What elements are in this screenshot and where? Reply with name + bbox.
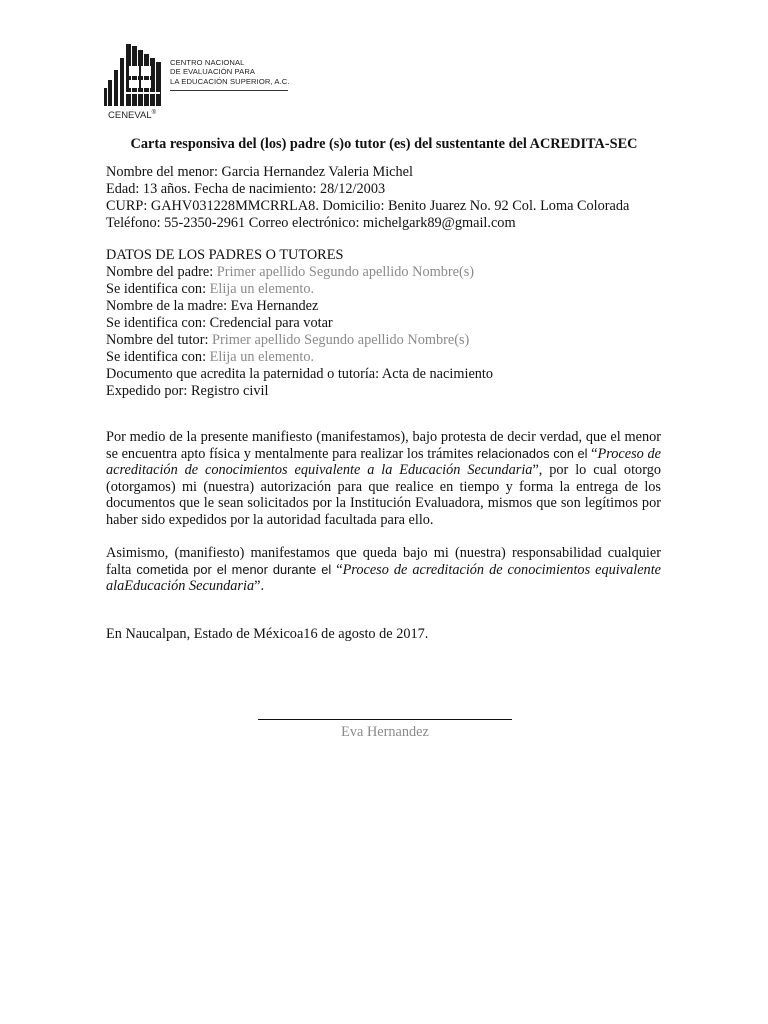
p1-text-b: relacionados con el (477, 445, 588, 461)
issued-field[interactable]: Registro civil (190, 383, 269, 399)
minor-curp: CURP: GAHV031228MMCRRLA8. Domicilio: Benito Juarez No. 92 Col. Loma Colorada (106, 198, 630, 214)
p2-text-a: Asimismo, (manifiesto) manifestamos que queda bajo mi (nuestra) responsabilidad cualquier falta (106, 545, 661, 578)
mother-id-select[interactable]: Credencial para votar (209, 315, 333, 331)
mother-label: Nombre de la madre: (106, 298, 231, 314)
ceneval-logo (104, 44, 304, 124)
org-line: CENTRO NACIONAL (170, 58, 245, 67)
org-name (170, 58, 290, 86)
p2-text-e: ”. (254, 578, 265, 595)
father-field[interactable]: Primer apellido Segundo apellido Nombre(s) (216, 264, 475, 280)
parents-heading: DATOS DE LOS PADRES O TUTORES (106, 247, 344, 263)
place-date: En Naucalpan, Estado de Méxicoa16 de agosto de 2017. (106, 626, 429, 642)
registered-mark: ® (151, 110, 157, 116)
father-label: Nombre del padre: (106, 264, 217, 280)
brand-text: CENEVAL (108, 110, 152, 122)
responsibility-paragraph (106, 545, 661, 595)
tutor-row (106, 332, 666, 349)
brand-wordmark (108, 110, 156, 121)
mother-id-label: Se identifica con: (106, 315, 210, 331)
signature-name[interactable]: Eva Hernandez (341, 724, 429, 740)
tutor-label: Nombre del tutor: (106, 332, 213, 348)
minor-info (106, 164, 666, 232)
document-title: Carta responsiva del (los) padre (s)o tutor (es) del sustentante del ACREDITA-SEC (130, 136, 638, 152)
tutor-field[interactable]: Primer apellido Segundo apellido Nombre(s) (212, 332, 470, 348)
father-row (106, 264, 666, 281)
org-divider (170, 90, 288, 91)
father-id-row (106, 281, 666, 298)
p1-text-e: ”, por lo cual otorgo (otorgamos) mi (nuestra) autorización para que realice en tiempo y forma la entrega de los documentos que le sean solicitados por la Institución Evaluadora, mismos que son legítimos por haber sido expedidos por la autoridad facultada para ello. (106, 462, 661, 528)
p2-process-name: Proceso de acreditación de conocimientos equivalente alaEducación Secundaria (106, 561, 662, 595)
tutor-id-label: Se identifica con: (106, 349, 210, 365)
p1-process-name: Proceso de acreditación de conocimientos equivalente a la Educación Secundaria (106, 445, 662, 479)
minor-name: Nombre del menor: Garcia Hernandez Valeria Michel (106, 164, 413, 180)
p1-text-c: “ (587, 445, 598, 462)
p1-text-a: Por medio de la presente manifiesto (manifestamos), bajo protesta de decir verdad, que el menor se encuentra apto física y mentalmente para realizar los trámites (106, 429, 661, 462)
org-line: DE EVALUACIÓN PARA (170, 67, 256, 77)
p2-text-b: cometida por el menor durante el (136, 561, 332, 577)
ceneval-emblem-icon (104, 44, 164, 110)
document-row (106, 366, 666, 383)
tutor-id-row (106, 349, 666, 366)
tutor-id-select[interactable]: Elija un elemento. (209, 349, 315, 365)
declaration-paragraph (106, 429, 661, 529)
document-select[interactable]: Acta de nacimiento (381, 366, 494, 382)
signature-line (258, 719, 512, 720)
issued-row (106, 383, 666, 400)
father-id-label: Se identifica con: (106, 281, 210, 297)
mother-field[interactable]: Eva Hernandez (230, 298, 319, 314)
parents-section (106, 247, 666, 400)
father-id-select[interactable]: Elija un elemento. (209, 281, 315, 297)
mother-id-row (106, 315, 666, 332)
mother-row (106, 298, 666, 315)
minor-age: Edad: 13 años. Fecha de nacimiento: 28/12/2003 (106, 181, 386, 197)
p2-text-c: “ (331, 561, 343, 578)
org-line: LA EDUCACIÓN SUPERIOR, A.C. (170, 76, 290, 86)
minor-contact: Teléfono: 55-2350-2961 Correo electrónico: michelgark89@gmail.com (106, 215, 516, 231)
issued-label: Expedido por: (106, 383, 191, 399)
document-label: Documento que acredita la paternidad o tutoría: (106, 366, 382, 382)
